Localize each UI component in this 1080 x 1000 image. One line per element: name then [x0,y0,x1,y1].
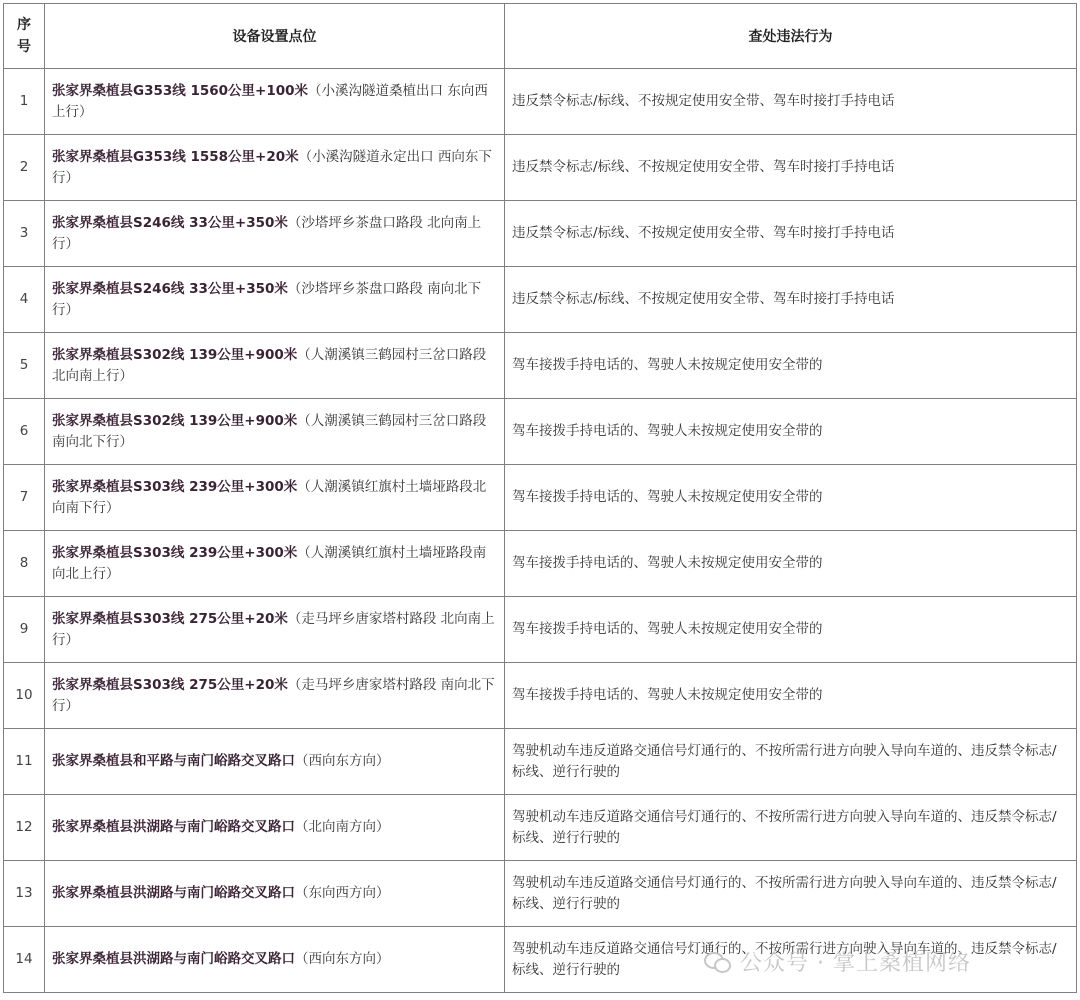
location-main: 张家界桑植县S302线 139公里+900米 [52,412,298,429]
table-header-row [4,4,1077,69]
table-row [4,69,1077,135]
row-location [45,795,505,861]
row-violation: 驾车接拨手持电话的、驾驶人未按规定使用安全带的 [505,663,1077,729]
row-location [45,135,505,201]
row-location [45,861,505,927]
table-row [4,597,1077,663]
table-row [4,663,1077,729]
location-main: 张家界桑植县S303线 239公里+300米 [52,478,298,495]
location-detail: （人潮溪镇三鹤园村三岔口路段 南向北下行） [52,412,487,450]
row-location [45,333,505,399]
row-number: 13 [4,861,45,927]
row-number: 1 [4,69,45,135]
row-violation: 驾驶机动车违反道路交通信号灯通行的、不按所需行进方向驶入导向车道的、违反禁令标志/标线、逆行行驶的 [505,729,1077,795]
row-number: 6 [4,399,45,465]
row-location [45,69,505,135]
row-number: 8 [4,531,45,597]
location-main: 张家界桑植县S303线 239公里+300米 [52,544,298,561]
location-main: 张家界桑植县洪湖路与南门峪路交叉路口 [52,951,295,967]
location-detail: （北向南方向） [295,819,390,835]
row-violation: 驾驶机动车违反道路交通信号灯通行的、不按所需行进方向驶入导向车道的、违反禁令标志/标线、逆行行驶的 [505,927,1077,993]
row-violation: 违反禁令标志/标线、不按规定使用安全带、驾车时接打手持电话 [505,69,1077,135]
row-number: 5 [4,333,45,399]
row-violation: 驾车接拨手持电话的、驾驶人未按规定使用安全带的 [505,531,1077,597]
row-location [45,465,505,531]
row-location [45,597,505,663]
row-number: 4 [4,267,45,333]
row-violation: 驾驶机动车违反道路交通信号灯通行的、不按所需行进方向驶入导向车道的、违反禁令标志/标线、逆行行驶的 [505,795,1077,861]
location-main: 张家界桑植县S303线 275公里+20米 [52,610,288,627]
row-violation: 驾车接拨手持电话的、驾驶人未按规定使用安全带的 [505,399,1077,465]
table-row [4,399,1077,465]
header-no [4,4,45,69]
row-number: 3 [4,201,45,267]
location-main: 张家界桑植县洪湖路与南门峪路交叉路口 [52,819,295,835]
header-violation: 查处违法行为 [505,4,1077,69]
location-detail: （沙塔坪乡茶盘口路段 南向北下行） [52,280,482,318]
row-violation: 违反禁令标志/标线、不按规定使用安全带、驾车时接打手持电话 [505,201,1077,267]
table-row [4,465,1077,531]
row-violation: 驾车接拨手持电话的、驾驶人未按规定使用安全带的 [505,333,1077,399]
row-number: 10 [4,663,45,729]
row-location [45,201,505,267]
header-location: 设备设置点位 [45,4,505,69]
location-detail: （沙塔坪乡茶盘口路段 北向南上行） [52,214,482,252]
location-detail: （人潮溪镇三鹤园村三岔口路段 北向南上行） [52,346,487,384]
location-main: 张家界桑植县G353线 1560公里+100米 [52,82,309,99]
table-row [4,729,1077,795]
location-main: 张家界桑植县洪湖路与南门峪路交叉路口 [52,885,295,901]
row-location [45,927,505,993]
location-detail: （人潮溪镇红旗村土墙垭路段南向北上行） [52,544,487,582]
table-row [4,927,1077,993]
row-violation: 驾驶机动车违反道路交通信号灯通行的、不按所需行进方向驶入导向车道的、违反禁令标志/标线、逆行行驶的 [505,861,1077,927]
location-detail: （小溪沟隧道桑植出口 东向西上行） [52,82,488,120]
location-main: 张家界桑植县S246线 33公里+350米 [52,280,288,297]
row-number: 14 [4,927,45,993]
location-detail: （小溪沟隧道永定出口 西向东下行） [52,148,492,186]
row-number: 12 [4,795,45,861]
header-no-line1: 序 [17,17,31,33]
row-location [45,267,505,333]
table-row [4,135,1077,201]
row-location [45,399,505,465]
row-location [45,729,505,795]
row-violation: 驾车接拨手持电话的、驾驶人未按规定使用安全带的 [505,465,1077,531]
row-violation: 违反禁令标志/标线、不按规定使用安全带、驾车时接打手持电话 [505,135,1077,201]
table-row [4,333,1077,399]
location-detail: （西向东方向） [295,753,390,769]
row-number: 11 [4,729,45,795]
watermark-text: 公众号 · 掌上桑植网络 [740,950,971,976]
location-detail: （走马坪乡唐家塔村路段 北向南上行） [52,610,495,648]
location-main: 张家界桑植县S303线 275公里+20米 [52,676,288,693]
table-row [4,795,1077,861]
enforcement-points-table [3,3,1077,993]
location-detail: （西向东方向） [295,951,390,967]
row-number: 2 [4,135,45,201]
location-detail: （人潮溪镇红旗村土墙垭路段北向南下行） [52,478,487,516]
location-main: 张家界桑植县S246线 33公里+350米 [52,214,288,231]
location-detail: （东向西方向） [295,885,390,901]
row-violation: 违反禁令标志/标线、不按规定使用安全带、驾车时接打手持电话 [505,267,1077,333]
row-location [45,531,505,597]
location-main: 张家界桑植县S302线 139公里+900米 [52,346,298,363]
row-number: 7 [4,465,45,531]
row-location [45,663,505,729]
location-detail: （走马坪乡唐家塔村路段 南向北下行） [52,676,495,714]
table-row [4,531,1077,597]
table-row [4,201,1077,267]
location-main: 张家界桑植县G353线 1558公里+20米 [52,148,299,165]
location-main: 张家界桑植县和平路与南门峪路交叉路口 [52,753,295,769]
table-row [4,267,1077,333]
row-number: 9 [4,597,45,663]
table-row [4,861,1077,927]
header-no-line2: 号 [17,39,31,55]
row-violation: 驾车接拨手持电话的、驾驶人未按规定使用安全带的 [505,597,1077,663]
